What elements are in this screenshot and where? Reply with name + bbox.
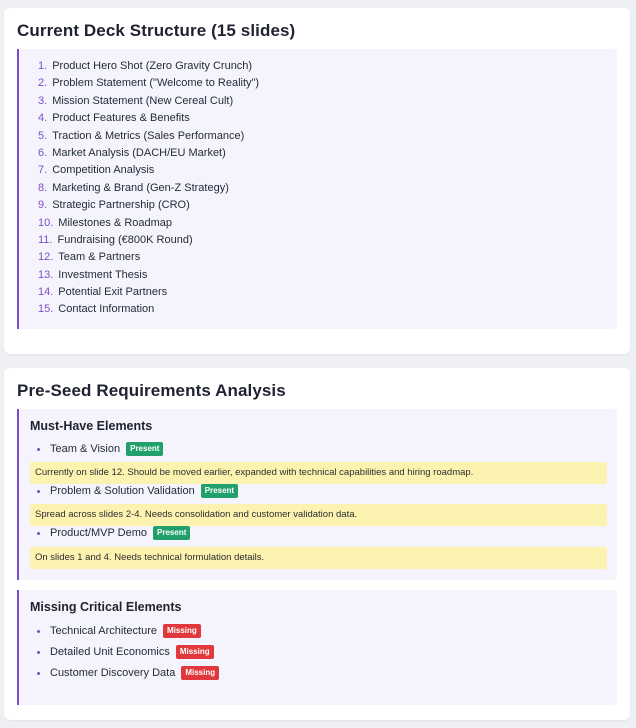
bullet-icon — [37, 448, 40, 451]
slide-item: 13. Investment Thesis — [38, 268, 148, 281]
slide-item: 4. Product Features & Benefits — [38, 112, 190, 125]
status-badge: Missing — [176, 645, 214, 659]
requirement-item: Problem & Solution Validation Present — [37, 482, 238, 500]
slide-item: 12. Team & Partners — [38, 251, 141, 264]
slide-item: 9. Strategic Partnership (CRO) — [38, 199, 190, 212]
slide-item: 1. Product Hero Shot (Zero Gravity Crunch) — [38, 60, 253, 72]
missing-elements-title: Missing Critical Elements — [30, 600, 182, 614]
bullet-icon — [37, 672, 40, 675]
slide-item: 8. Marketing & Brand (Gen-Z Strategy) — [38, 181, 229, 194]
deck-structure-card — [4, 8, 630, 354]
slide-item: 7. Competition Analysis — [38, 164, 155, 177]
slide-list-panel — [17, 49, 617, 329]
slide-item: 6. Market Analysis (DACH/EU Market) — [38, 146, 226, 159]
status-badge: Present — [126, 442, 163, 456]
bullet-icon — [37, 532, 40, 535]
missing-item: Detailed Unit Economics Missing — [37, 643, 214, 661]
bullet-icon — [37, 490, 40, 493]
requirement-note: Spread across slides 2-4. Needs consolidation and customer validation data. — [30, 504, 607, 526]
requirement-note: On slides 1 and 4. Needs technical formulation details. — [30, 547, 607, 569]
slide-item: 14. Potential Exit Partners — [38, 286, 168, 299]
must-have-title: Must-Have Elements — [30, 419, 153, 433]
bullet-icon — [37, 630, 40, 633]
requirement-item: Product/MVP Demo Present — [37, 524, 190, 542]
status-badge: Missing — [181, 666, 219, 680]
requirements-analysis-title: Pre-Seed Requirements Analysis — [17, 381, 286, 400]
bullet-icon — [37, 651, 40, 654]
status-badge: Present — [201, 484, 238, 498]
slide-item: 11. Fundraising (€800K Round) — [38, 233, 193, 246]
status-badge: Missing — [163, 624, 201, 638]
slide-item: 2. Problem Statement ("Welcome to Reality") — [38, 77, 260, 90]
requirements-analysis-card — [4, 368, 630, 720]
missing-item: Technical Architecture Missing — [37, 622, 201, 640]
slide-item: 5. Traction & Metrics (Sales Performance) — [38, 129, 245, 142]
status-badge: Present — [153, 526, 190, 540]
missing-elements-panel — [17, 590, 617, 705]
slide-list — [19, 49, 617, 319]
requirement-note: Currently on slide 12. Should be moved earlier, expanded with technical capabilities and hiring roadmap. — [30, 462, 607, 484]
slide-item: 3. Mission Statement (New Cereal Cult) — [38, 94, 234, 107]
must-have-panel — [17, 409, 617, 580]
missing-item: Customer Discovery Data Missing — [37, 664, 219, 682]
deck-structure-title: Current Deck Structure (15 slides) — [17, 21, 296, 40]
slide-item: 10. Milestones & Roadmap — [38, 216, 173, 229]
requirement-item: Team & Vision Present — [37, 440, 163, 458]
slide-item: 15. Contact Information — [38, 303, 155, 316]
